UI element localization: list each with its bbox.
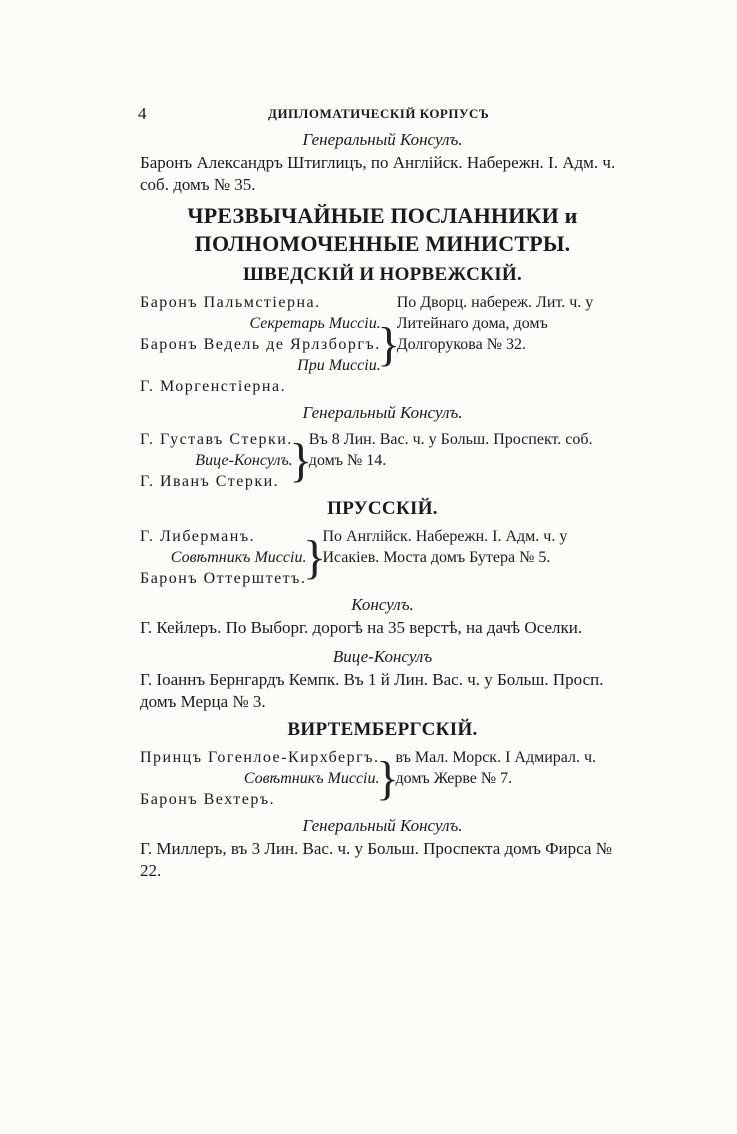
general-consul-entry: Баронъ Александръ Штиглицъ, по Англійск. Набережн. І. Адм. ч. соб. домъ № 35. [140, 153, 616, 194]
role-row: При Миссіи. [297, 357, 381, 374]
general-consul-title: Генеральный Консулъ. [302, 816, 463, 835]
consulate-address: Въ 8 Лин. Вас. ч. у Больш. Проспект. соб. домъ № 14. [308, 431, 593, 469]
envoys-heading: ЧРЕЗВЫЧАЙНЫЕ ПОСЛАННИКИ и ПОЛНОМОЧЕННЫЕ МИНИСТРЫ. [187, 203, 578, 256]
person-row: Принцъ Гогенлое-Кирхбергъ. [140, 749, 380, 766]
consul-entry: Г. Кейлеръ. По Выборг. дорогѣ на 35 верстѣ, на дачѣ Оселки. [140, 618, 583, 637]
running-title: ДИПЛОМАТИЧЕСКІЙ КОРПУСЪ [268, 106, 490, 121]
general-consul-title: Генеральный Консулъ. [302, 403, 463, 422]
role-row: Совѣтникъ Миссіи. [170, 549, 307, 566]
general-consul-title: Генеральный Консулъ. [302, 130, 463, 149]
country-prussian: ПРУССКІЙ. [327, 498, 438, 519]
role-row: Секретарь Миссіи. [249, 315, 381, 332]
person-row: Г. Либерманъ. [140, 528, 256, 545]
brace-icon: } [289, 433, 313, 487]
brace-icon: } [375, 751, 400, 805]
swedish-mission [140, 292, 625, 397]
person-row: Баронъ Пальмстіерна. [140, 294, 321, 311]
country-swedish: ШВЕДСКІЙ И НОРВЕЖСКІЙ. [242, 264, 523, 285]
role-row: Вице-Консулъ. [195, 452, 293, 469]
page-header [140, 98, 625, 128]
consul-title: Консулъ. [351, 595, 414, 614]
person-row: Баронъ Ведель де Ярлзборгъ. [140, 336, 381, 353]
swedish-consulate [140, 429, 625, 492]
person-row: Баронъ Вехтеръ. [140, 791, 276, 808]
country-wurttemberg: ВИРТЕМБЕРГСКІЙ. [287, 719, 478, 740]
mission-address: По Дворц. набереж. Лит. ч. у Литейнаго дома, домъ Долгорукова № 32. [396, 294, 594, 353]
person-row: Баронъ Оттерштетъ. [140, 570, 307, 587]
person-row: Г. Густавъ Стерки. [140, 431, 293, 448]
brace-icon: } [302, 530, 326, 584]
wurttemberg-mission [140, 747, 625, 810]
brace-icon: } [377, 317, 401, 371]
general-consul-entry: Г. Миллеръ, въ 3 Лин. Вас. ч. у Больш. Проспекта домъ Фирса № 22. [140, 839, 612, 880]
page-number: 4 [138, 104, 147, 123]
vice-consul-entry: Г. Іоаннъ Бернгардъ Кемпк. Въ 1 й Лин. Вас. ч. у Больш. Просп. домъ Мерца № 3. [140, 670, 604, 711]
person-row: Г. Иванъ Стерки. [140, 473, 280, 490]
prussian-mission [140, 526, 625, 589]
vice-consul-title: Вице-Консулъ [332, 647, 433, 666]
document-page [140, 98, 625, 882]
mission-address: въ Мал. Морск. І Адмирал. ч. домъ Жерве № 7. [395, 749, 597, 787]
role-row: Совѣтникъ Миссіи. [243, 770, 380, 787]
mission-address: По Англійск. Набережн. І. Адм. ч. у Исакіев. Моста домъ Бутера № 5. [322, 528, 568, 566]
person-row: Г. Моргенстіерна. [140, 378, 287, 395]
